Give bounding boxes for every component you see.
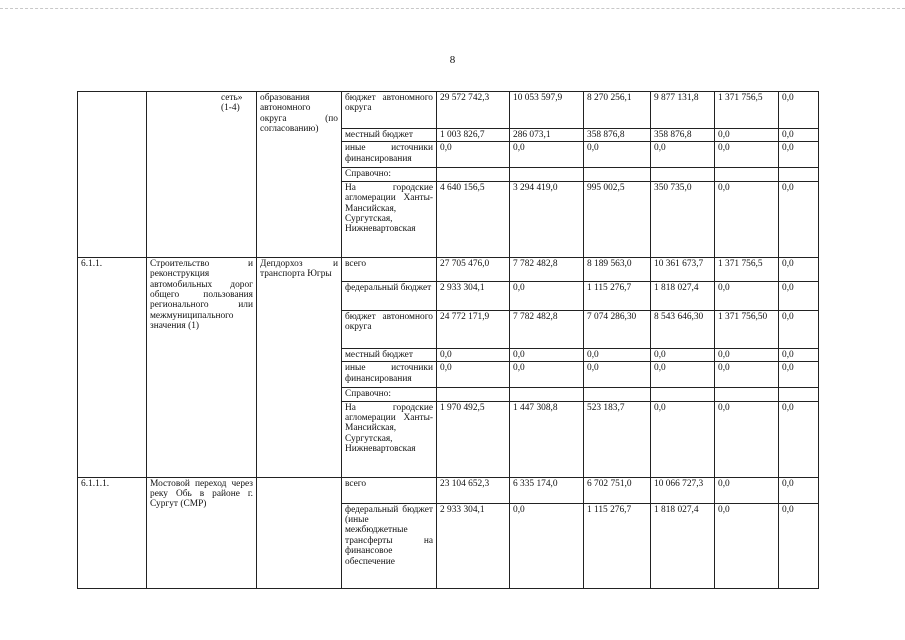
- value-cell: 0,0: [510, 142, 584, 168]
- item-number: [78, 92, 147, 258]
- value-cell: [510, 388, 584, 401]
- value-cell: 0,0: [437, 348, 510, 361]
- value-cell: [584, 388, 651, 401]
- program-financing-table: [77, 91, 819, 589]
- scan-edge-line: [0, 8, 905, 9]
- item-number: 6.1.1.1.: [78, 477, 147, 588]
- value-cell: 6 702 751,0: [584, 477, 651, 503]
- value-cell: 1 818 027,4: [651, 281, 715, 310]
- funding-source: местный бюджет: [342, 348, 437, 361]
- value-cell: 0,0: [651, 348, 715, 361]
- value-cell: 0,0: [510, 503, 584, 588]
- value-cell: 0,0: [715, 503, 779, 588]
- value-cell: 3 294 419,0: [510, 181, 584, 257]
- value-cell: 0,0: [437, 362, 510, 388]
- value-cell: [584, 168, 651, 181]
- responsible-executor: Депдорхоз и транспорта Югры: [257, 257, 342, 477]
- value-cell: 0,0: [715, 362, 779, 388]
- responsible-executor: образования автономного округа (по согласованию): [257, 92, 342, 258]
- table-row: [78, 257, 819, 281]
- value-cell: 0,0: [715, 129, 779, 142]
- funding-source: На городские агломерации Ханты-Мансийская, Сургутская, Нижневартовская: [342, 181, 437, 257]
- funding-source: иные источники финансирования: [342, 142, 437, 168]
- value-cell: [437, 388, 510, 401]
- value-cell: 0,0: [510, 281, 584, 310]
- value-cell: 358 876,8: [584, 129, 651, 142]
- funding-source: На городские агломерации Ханты-Мансийская, Сургутская, Нижневартовская: [342, 401, 437, 477]
- value-cell: 0,0: [779, 92, 819, 129]
- item-name: Мостовой переход через реку Обь в районе г. Сургут (СМР): [147, 477, 257, 588]
- value-cell: 0,0: [779, 310, 819, 348]
- value-cell: 995 002,5: [584, 181, 651, 257]
- value-cell: [715, 168, 779, 181]
- value-cell: 7 782 482,8: [510, 257, 584, 281]
- value-cell: 0,0: [715, 401, 779, 477]
- value-cell: 23 104 652,3: [437, 477, 510, 503]
- funding-source: федеральный бюджет (иные межбюджетные трансферты на финансовое обеспечение: [342, 503, 437, 588]
- funding-source: федеральный бюджет: [342, 281, 437, 310]
- value-cell: 1 115 276,7: [584, 281, 651, 310]
- value-cell: 9 877 131,8: [651, 92, 715, 129]
- value-cell: 2 933 304,1: [437, 281, 510, 310]
- value-cell: 0,0: [584, 142, 651, 168]
- value-cell: 0,0: [715, 142, 779, 168]
- value-cell: 286 073,1: [510, 129, 584, 142]
- value-cell: 358 876,8: [651, 129, 715, 142]
- responsible-executor: [257, 477, 342, 588]
- value-cell: 0,0: [779, 362, 819, 388]
- value-cell: 0,0: [715, 477, 779, 503]
- value-cell: 0,0: [584, 362, 651, 388]
- value-cell: 8 543 646,30: [651, 310, 715, 348]
- value-cell: 0,0: [651, 362, 715, 388]
- value-cell: 0,0: [510, 362, 584, 388]
- value-cell: 1 447 308,8: [510, 401, 584, 477]
- value-cell: 10 361 673,7: [651, 257, 715, 281]
- value-cell: 27 705 476,0: [437, 257, 510, 281]
- value-cell: 1 970 492,5: [437, 401, 510, 477]
- value-cell: 8 270 256,1: [584, 92, 651, 129]
- item-name: сеть» (1-4): [147, 92, 257, 258]
- funding-source: иные источники финансирования: [342, 362, 437, 388]
- value-cell: [651, 168, 715, 181]
- value-cell: 29 572 742,3: [437, 92, 510, 129]
- value-cell: 1 371 756,5: [715, 92, 779, 129]
- item-name: Строительство и реконструкция автомобильных дорог общего пользования регионального или межмуниципального значения (1): [147, 257, 257, 477]
- funding-source: бюджет автономного округа: [342, 92, 437, 129]
- item-number: 6.1.1.: [78, 257, 147, 477]
- value-cell: [437, 168, 510, 181]
- value-cell: 4 640 156,5: [437, 181, 510, 257]
- value-cell: 1 371 756,5: [715, 257, 779, 281]
- funding-source: всего: [342, 257, 437, 281]
- value-cell: 1 115 276,7: [584, 503, 651, 588]
- value-cell: [715, 388, 779, 401]
- value-cell: 6 335 174,0: [510, 477, 584, 503]
- reference-label: Справочно:: [342, 388, 437, 401]
- value-cell: 350 735,0: [651, 181, 715, 257]
- value-cell: 10 053 597,9: [510, 92, 584, 129]
- funding-source: бюджет автономного округа: [342, 310, 437, 348]
- value-cell: 1 003 826,7: [437, 129, 510, 142]
- value-cell: 0,0: [651, 401, 715, 477]
- value-cell: [510, 168, 584, 181]
- table-row: [78, 477, 819, 503]
- value-cell: [779, 168, 819, 181]
- value-cell: 7 074 286,30: [584, 310, 651, 348]
- value-cell: 0,0: [715, 181, 779, 257]
- value-cell: 0,0: [779, 281, 819, 310]
- value-cell: 0,0: [779, 401, 819, 477]
- value-cell: 0,0: [779, 257, 819, 281]
- value-cell: 24 772 171,9: [437, 310, 510, 348]
- value-cell: 523 183,7: [584, 401, 651, 477]
- value-cell: 0,0: [584, 348, 651, 361]
- value-cell: 1 371 756,50: [715, 310, 779, 348]
- value-cell: 1 818 027,4: [651, 503, 715, 588]
- value-cell: 8 189 563,0: [584, 257, 651, 281]
- value-cell: 0,0: [510, 348, 584, 361]
- value-cell: 0,0: [779, 181, 819, 257]
- value-cell: [651, 388, 715, 401]
- value-cell: 7 782 482,8: [510, 310, 584, 348]
- value-cell: 0,0: [715, 348, 779, 361]
- value-cell: [779, 388, 819, 401]
- value-cell: 0,0: [779, 129, 819, 142]
- value-cell: 2 933 304,1: [437, 503, 510, 588]
- funding-source: местный бюджет: [342, 129, 437, 142]
- table-row: [78, 92, 819, 129]
- page-number: 8: [449, 54, 456, 66]
- value-cell: 0,0: [779, 503, 819, 588]
- value-cell: 0,0: [437, 142, 510, 168]
- reference-label: Справочно:: [342, 168, 437, 181]
- funding-source: всего: [342, 477, 437, 503]
- value-cell: 0,0: [779, 477, 819, 503]
- value-cell: 10 066 727,3: [651, 477, 715, 503]
- value-cell: 0,0: [715, 281, 779, 310]
- value-cell: 0,0: [779, 142, 819, 168]
- value-cell: 0,0: [779, 348, 819, 361]
- table-body: [78, 92, 819, 589]
- value-cell: 0,0: [651, 142, 715, 168]
